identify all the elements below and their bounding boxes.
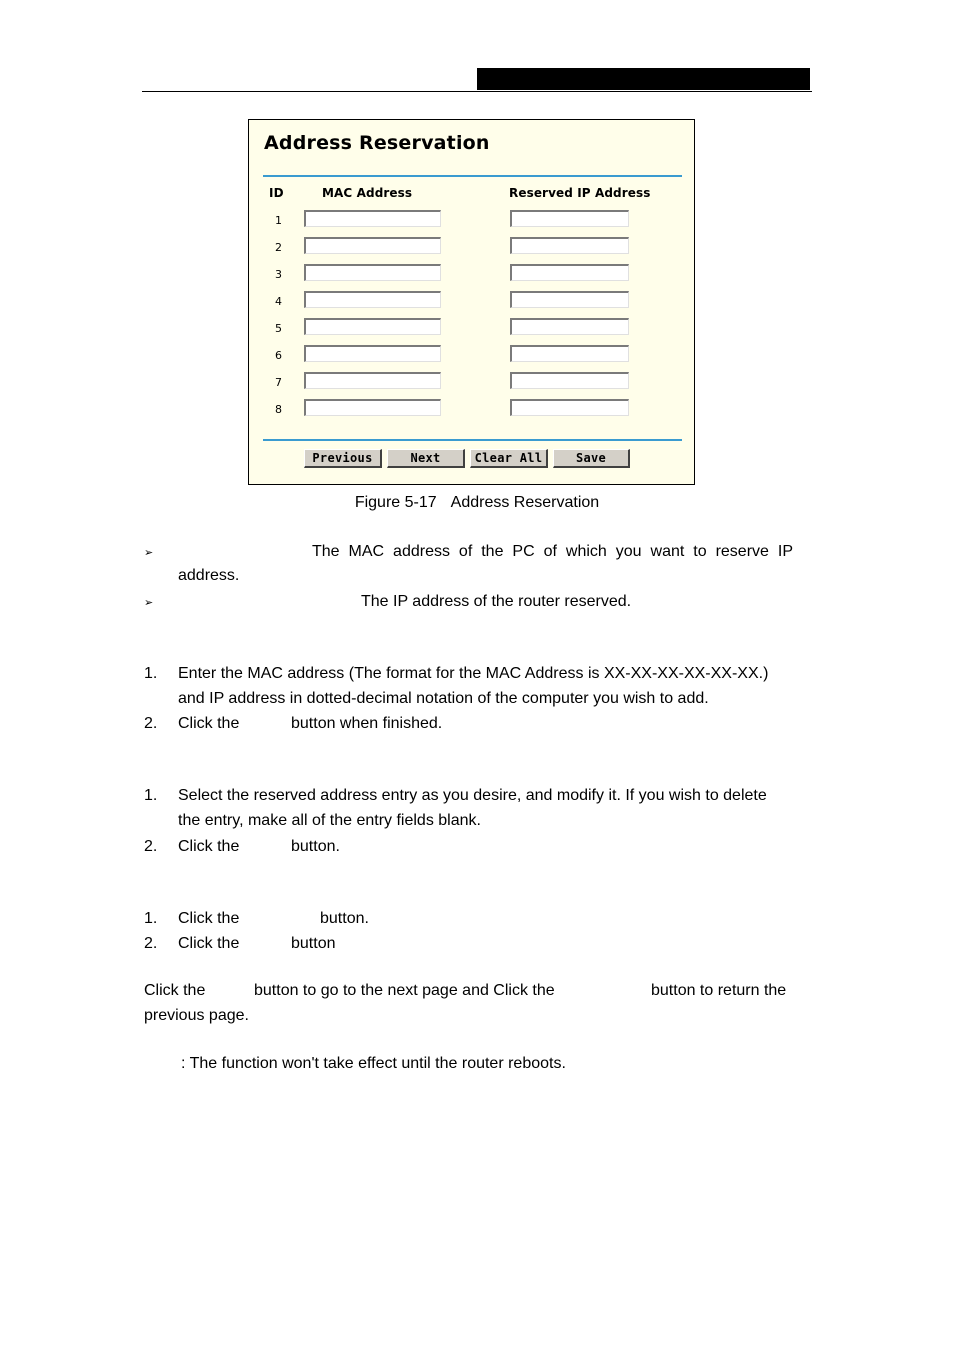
row-id: 8 xyxy=(275,403,282,416)
table-row xyxy=(249,264,694,291)
delete-step-2-suffix: button xyxy=(291,935,336,952)
table-row xyxy=(249,237,694,264)
note-text: : The function won't take effect until the router reboots. xyxy=(181,1055,566,1072)
header-rule xyxy=(142,91,812,92)
reserved-ip-input[interactable] xyxy=(510,264,629,281)
column-header-id: ID xyxy=(269,186,284,200)
mac-address-input[interactable] xyxy=(304,291,441,308)
figure-caption xyxy=(0,494,954,512)
mac-address-input[interactable] xyxy=(304,237,441,254)
clear-all-button[interactable]: Clear All xyxy=(470,449,548,468)
previous-button[interactable]: Previous xyxy=(304,449,382,468)
nav-paragraph-part-2: button to go to the next page and Click the xyxy=(254,982,555,999)
panel-top-divider xyxy=(263,175,682,177)
modify-step-1-line-1: Select the reserved address entry as you desire, and modify it. If you wish to delete xyxy=(178,787,767,804)
mac-address-input[interactable] xyxy=(304,264,441,281)
reserved-ip-input[interactable] xyxy=(510,291,629,308)
table-row xyxy=(249,345,694,372)
add-step-1-line-1: Enter the MAC address (The format for the MAC Address is XX-XX-XX-XX-XX-XX.) xyxy=(178,665,769,682)
add-step-1-line-2: and IP address in dotted-decimal notation of the computer you wish to add. xyxy=(178,690,709,707)
mac-address-input[interactable] xyxy=(304,399,441,416)
delete-step-1-suffix: button. xyxy=(320,910,369,927)
row-id: 1 xyxy=(275,214,282,227)
reserved-ip-input[interactable] xyxy=(510,318,629,335)
reserved-ip-input[interactable] xyxy=(510,210,629,227)
mac-address-input[interactable] xyxy=(304,318,441,335)
step-number: 2. xyxy=(144,715,158,732)
row-id: 6 xyxy=(275,349,282,362)
table-row xyxy=(249,318,694,345)
row-id: 3 xyxy=(275,268,282,281)
modify-step-2-suffix: button. xyxy=(291,838,340,855)
add-step-2-suffix: button when finished. xyxy=(291,715,443,732)
table-row xyxy=(249,399,694,426)
address-reservation-panel xyxy=(248,119,695,485)
figure-number: Figure 5-17 xyxy=(354,494,437,511)
arrow-bullet-icon: ➢ xyxy=(144,547,154,559)
modify-step-1-line-2: the entry, make all of the entry fields blank. xyxy=(178,812,481,829)
arrow-bullet-icon: ➢ xyxy=(144,597,154,609)
mac-address-input[interactable] xyxy=(304,372,441,389)
step-number: 1. xyxy=(144,910,158,927)
nav-paragraph-line-2: previous page. xyxy=(144,1007,249,1024)
modify-step-2-prefix: Click the xyxy=(178,838,240,855)
step-number: 2. xyxy=(144,838,158,855)
mac-address-input[interactable] xyxy=(304,345,441,362)
reserved-ip-input[interactable] xyxy=(510,237,629,254)
row-id: 2 xyxy=(275,241,282,254)
save-button[interactable]: Save xyxy=(553,449,630,468)
step-number: 2. xyxy=(144,935,158,952)
step-number: 1. xyxy=(144,665,158,682)
reserved-ip-input[interactable] xyxy=(510,345,629,362)
delete-step-2-prefix: Click the xyxy=(178,935,240,952)
header-bar xyxy=(477,68,810,90)
row-id: 5 xyxy=(275,322,282,335)
table-row xyxy=(249,291,694,318)
mac-address-description: The MAC address of the PC of which you want to reserve IP xyxy=(312,543,793,560)
column-header-mac-address: MAC Address xyxy=(322,186,413,200)
panel-bottom-divider xyxy=(263,439,682,441)
figure-name: Address Reservation xyxy=(450,494,600,511)
column-header-reserved-ip: Reserved IP Address xyxy=(509,186,651,200)
reserved-ip-input[interactable] xyxy=(510,399,629,416)
step-number: 1. xyxy=(144,787,158,804)
reserved-ip-description: The IP address of the router reserved. xyxy=(361,593,632,610)
add-step-2-prefix: Click the xyxy=(178,715,240,732)
mac-address-description-cont: address. xyxy=(178,567,240,584)
panel-title: Address Reservation xyxy=(264,132,490,154)
reserved-ip-input[interactable] xyxy=(510,372,629,389)
row-id: 7 xyxy=(275,376,282,389)
mac-address-input[interactable] xyxy=(304,210,441,227)
nav-paragraph-part-3: button to return the xyxy=(651,982,787,999)
delete-step-1-prefix: Click the xyxy=(178,910,240,927)
table-row xyxy=(249,372,694,399)
next-button[interactable]: Next xyxy=(387,449,465,468)
nav-paragraph-part-1: Click the xyxy=(144,982,206,999)
table-row xyxy=(249,210,694,237)
row-id: 4 xyxy=(275,295,282,308)
